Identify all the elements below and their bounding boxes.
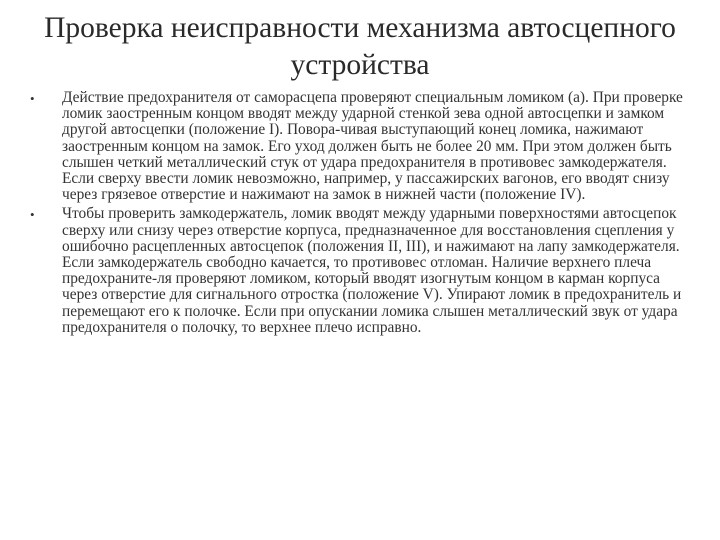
bullet-item-lock-holder [30,206,690,336]
bullet-dot-icon: • [30,91,35,106]
bullet-text: Действие предохранителя от саморасцепа проверяют специальным ломиком (а). При проверке ломик заостренным концом вводят между ударной стенкой зева одной автосцепки и замком другой автосцепки (положение I). Повора-чивая выступающий конец ломика, нажимают заостренным концом на замок. Его уход должен быть не более 20 мм. При этом должен быть слышен четкий металлический стук от удара предохранителя в противовес замкодержателя. Если сверху ввести ломик невозможно, например, у пассажирских вагонов, его вводят снизу через грязевое отверстие и нажимают на замок в нижней части (положение IV). [62,89,683,204]
bullet-text: Чтобы проверить замкодержатель, ломик вводят между ударными поверхностями автосцепок сверху или снизу через отверстие корпуса, предназначенное для восстановления сцепления у ошибочно расцепленных автосцепок (положения II, III), и нажимают на лапу замкодержателя. Если замкодержатель свободно качается, то противовес отломан. Наличие верхнего плеча предохраните-ля проверяют ломиком, который вводят изогнутым концом в карман корпуса через отверстие для сигнального отростка (положение V). Упирают ломик в предохранитель и перемещают его к полочке. Если при опускании ломика слышен металлический звук от удара предохранителя о полочку, то верхнее плечо исправно. [62,205,682,336]
bullet-list [30,90,690,339]
bullet-dot-icon: • [30,207,35,223]
bullet-item-safety-device [30,90,690,203]
slide-title: Проверка неисправности механизма автосцепного устройства [44,12,676,81]
